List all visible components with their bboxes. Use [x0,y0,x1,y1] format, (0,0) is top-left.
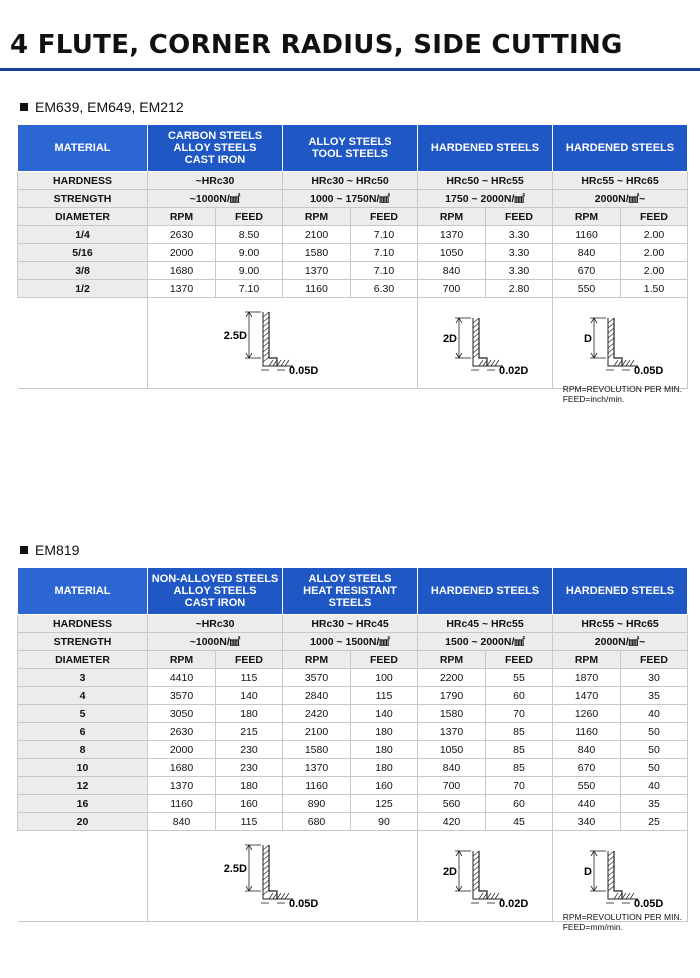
section-label-text: EM639, EM649, EM212 [35,99,184,115]
rpm-cell: 4410 [148,669,216,687]
rpm-cell: 2000 [148,741,216,759]
feed-cell: 55 [486,669,553,687]
rpm-header: RPM [283,208,351,226]
rpm-cell: 3050 [148,705,216,723]
material-group-line: STEELS [328,597,372,609]
hardness-row-value: ~HRc30 [148,172,283,190]
diameter-cell: 3 [18,669,148,687]
rpm-cell: 1370 [418,723,486,741]
feed-cell: 9.00 [216,244,283,262]
material-group-line: CAST IRON [184,597,246,609]
table-row [18,244,688,262]
material-group-header [283,568,418,615]
table-row [18,723,688,741]
strength-row-label: STRENGTH [18,633,148,651]
width-label: 0.05D [288,365,318,377]
diameter-label: DIAMETER [18,208,148,226]
feed-cell: 100 [351,669,418,687]
rpm-cell: 440 [553,795,621,813]
feed-cell: 3.30 [486,226,553,244]
rpm-cell: 2100 [283,723,351,741]
feed-cell: 50 [621,723,688,741]
hatched-wall [608,851,614,891]
material-group-line: ALLOY STEELS [308,573,392,585]
depth-dimension [455,851,471,891]
page-title: 4 FLUTE, CORNER RADIUS, SIDE CUTTING [10,30,623,60]
material-header-row [18,568,688,615]
feed-cell: 40 [621,705,688,723]
strength-row-value: 1750 ~ 2000N/㎟ [418,190,553,208]
rpm-cell: 840 [553,244,621,262]
hatched-wall [263,312,269,362]
rpm-cell: 1580 [418,705,486,723]
feed-cell: 2.80 [486,280,553,298]
strength-row-label: STRENGTH [18,190,148,208]
hardness-row-value: HRc55 ~ HRc65 [553,615,688,633]
rpm-cell: 1160 [148,795,216,813]
table-row [18,280,688,298]
rpm-header: RPM [553,651,621,669]
depth-label: D [584,866,593,878]
rpm-cell: 700 [418,777,486,795]
material-group-line: HARDENED STEELS [565,142,675,154]
rpm-header: RPM [418,651,486,669]
feed-header: FEED [216,208,283,226]
strength-row-value: ~1000N/㎟ [148,190,283,208]
strength-row-value: 1500 ~ 2000N/㎟ [418,633,553,651]
diagram-blank-cell [18,831,148,922]
feed-header: FEED [486,651,553,669]
depth-label: D [584,333,593,345]
feed-cell: 115 [216,669,283,687]
rpm-cell: 1160 [283,777,351,795]
depth-label: 2D [442,866,458,878]
feed-cell: 7.10 [216,280,283,298]
feed-cell: 35 [621,687,688,705]
rpm-header: RPM [553,208,621,226]
title-rule [0,68,700,71]
feed-cell: 215 [216,723,283,741]
rpm-cell: 1870 [553,669,621,687]
depth-label: 2.5D [223,863,247,875]
feed-cell: 6.30 [351,280,418,298]
material-group-line: HARDENED STEELS [430,142,540,154]
cut-profile-diagram [418,300,568,386]
rpm-cell: 1160 [553,723,621,741]
cut-profile-diagram [208,833,358,919]
width-label: 0.05D [288,898,318,910]
strength-row-value: 1000 ~ 1750N/㎟ [283,190,418,208]
note-rpm: RPM=REVOLUTION PER MIN. [562,384,682,394]
rpm-header: RPM [148,651,216,669]
rpm-cell: 1580 [283,244,351,262]
feed-cell: 160 [351,777,418,795]
tool-outline [608,851,638,899]
cut-profile-diagram [418,833,568,919]
rpm-cell: 340 [553,813,621,831]
feed-cell: 7.10 [351,262,418,280]
hardness-row-value: HRc30 ~ HRc45 [283,615,418,633]
wall-outline [479,851,487,899]
material-group-header [283,125,418,172]
rpm-cell: 1370 [283,262,351,280]
rpm-cell: 1370 [148,777,216,795]
feed-cell: 60 [486,795,553,813]
diameter-cell: 1/2 [18,280,148,298]
material-label: MATERIAL [18,568,148,615]
rpm-cell: 2200 [418,669,486,687]
depth-dimension [455,318,471,358]
diagram-cell [148,831,418,922]
rpm-cell: 550 [553,777,621,795]
feed-cell: 85 [486,741,553,759]
rpm-header: RPM [283,651,351,669]
feed-cell: 1.50 [621,280,688,298]
hatched-wall [263,845,269,895]
material-group-header [148,568,283,615]
rpm-cell: 1370 [148,280,216,298]
column-header-row [18,208,688,226]
rpm-cell: 2100 [283,226,351,244]
table-row [18,669,688,687]
wall-outline [269,312,277,366]
feed-cell: 180 [351,759,418,777]
material-group-header [553,568,688,615]
width-label: 0.05D [634,365,664,377]
depth-dimension [245,845,261,891]
cutting-table-1 [17,124,688,389]
material-group-line: CARBON STEELS [167,130,263,142]
wall-outline [269,845,277,899]
bullet-square-icon [20,103,28,111]
width-label: 0.02D [499,365,529,377]
rpm-cell: 1790 [418,687,486,705]
hardness-row-label: HARDNESS [18,615,148,633]
rpm-cell: 840 [553,741,621,759]
diagram-blank-cell [18,298,148,389]
feed-cell: 2.00 [621,226,688,244]
strength-row-value: ~1000N/㎟ [148,633,283,651]
feed-cell: 85 [486,759,553,777]
feed-cell: 7.10 [351,226,418,244]
table-row [18,813,688,831]
column-header-row [18,651,688,669]
table-row [18,759,688,777]
material-group-line: HARDENED STEELS [565,585,675,597]
rpm-cell: 840 [148,813,216,831]
rpm-cell: 1160 [283,280,351,298]
section-label-2 [20,542,79,558]
feed-header: FEED [621,208,688,226]
hatched-wall [473,318,479,358]
feed-cell: 50 [621,741,688,759]
material-group-header [553,125,688,172]
depth-dimension [590,851,606,891]
rpm-cell: 840 [418,262,486,280]
feed-cell: 180 [216,777,283,795]
material-group-line: ALLOY STEELS [173,142,257,154]
feed-cell: 8.50 [216,226,283,244]
table-row [18,777,688,795]
note-rpm: RPM=REVOLUTION PER MIN. [562,912,682,922]
table-row [18,687,688,705]
rpm-cell: 2630 [148,226,216,244]
rpm-cell: 670 [553,262,621,280]
strength-row [18,190,688,208]
hatched-wall [608,318,614,358]
diagram-cell [418,831,553,922]
rpm-cell: 2420 [283,705,351,723]
feed-cell: 2.00 [621,244,688,262]
feed-cell: 230 [216,741,283,759]
rpm-cell: 700 [418,280,486,298]
hardness-row-value: HRc55 ~ HRc65 [553,172,688,190]
rpm-cell: 1470 [553,687,621,705]
feed-cell: 3.30 [486,244,553,262]
wall-outline [479,318,487,366]
feed-cell: 7.10 [351,244,418,262]
feed-cell: 45 [486,813,553,831]
width-label: 0.05D [634,898,664,910]
rpm-cell: 1370 [418,226,486,244]
feed-cell: 140 [216,687,283,705]
rpm-cell: 1050 [418,244,486,262]
material-group-line: ALLOY STEELS [173,585,257,597]
diameter-cell: 5/16 [18,244,148,262]
material-group-line: TOOL STEELS [312,148,388,160]
rpm-cell: 670 [553,759,621,777]
diagram-cell [553,831,688,922]
feed-header: FEED [486,208,553,226]
rpm-cell: 1580 [283,741,351,759]
material-group-line: HARDENED STEELS [430,585,540,597]
wall-outline [614,318,622,366]
depth-label: 2.5D [223,330,247,342]
material-group-header [418,568,553,615]
rpm-cell: 420 [418,813,486,831]
hatched-wall [473,851,479,891]
rpm-cell: 1050 [418,741,486,759]
rpm-cell: 1160 [553,226,621,244]
diameter-cell: 3/8 [18,262,148,280]
feed-cell: 180 [351,741,418,759]
material-header-row [18,125,688,172]
table-row [18,705,688,723]
table-row [18,262,688,280]
diagram-row [18,298,688,389]
section-label-1 [20,99,184,115]
diameter-cell: 20 [18,813,148,831]
feed-cell: 30 [621,669,688,687]
diameter-label: DIAMETER [18,651,148,669]
note-feed: FEED=inch/min. [562,394,625,404]
rpm-cell: 3570 [283,669,351,687]
width-label: 0.02D [499,898,529,910]
feed-cell: 85 [486,723,553,741]
diameter-cell: 12 [18,777,148,795]
diameter-cell: 5 [18,705,148,723]
feed-cell: 70 [486,705,553,723]
strength-row-value: 2000N/㎟~ [553,633,688,651]
depth-label: 2D [442,333,458,345]
feed-cell: 2.00 [621,262,688,280]
diameter-cell: 16 [18,795,148,813]
feed-cell: 90 [351,813,418,831]
feed-cell: 115 [216,813,283,831]
material-group-line: ALLOY STEELS [308,136,392,148]
strength-row-value: 1000 ~ 1500N/㎟ [283,633,418,651]
depth-dimension [590,318,606,358]
cut-profile-diagram [553,833,700,919]
rpm-cell: 1260 [553,705,621,723]
table-row [18,795,688,813]
feed-cell: 9.00 [216,262,283,280]
rpm-cell: 2630 [148,723,216,741]
feed-cell: 125 [351,795,418,813]
hardness-row-value: HRc50 ~ HRc55 [418,172,553,190]
rpm-cell: 1680 [148,759,216,777]
material-group-line: HEAT RESISTANT [303,585,397,597]
cut-profile-diagram [553,300,700,386]
rpm-cell: 2000 [148,244,216,262]
feed-cell: 140 [351,705,418,723]
rpm-cell: 1680 [148,262,216,280]
cut-profile-diagram [208,300,358,386]
feed-header: FEED [351,208,418,226]
rpm-header: RPM [418,208,486,226]
feed-cell: 60 [486,687,553,705]
hardness-row [18,615,688,633]
feed-cell: 70 [486,777,553,795]
diagram-cell [418,298,553,389]
feed-header: FEED [351,651,418,669]
hardness-row-value: ~HRc30 [148,615,283,633]
notes-1 [563,384,682,404]
feed-cell: 230 [216,759,283,777]
rpm-cell: 680 [283,813,351,831]
feed-header: FEED [621,651,688,669]
material-label: MATERIAL [18,125,148,172]
wall-outline [614,851,622,899]
feed-cell: 115 [351,687,418,705]
feed-cell: 180 [216,705,283,723]
notes-2 [563,912,682,932]
rpm-cell: 550 [553,280,621,298]
table-row [18,226,688,244]
depth-dimension [245,312,261,358]
hardness-row [18,172,688,190]
diagram-row [18,831,688,922]
section-label-text: EM819 [35,542,80,558]
rpm-cell: 3570 [148,687,216,705]
feed-cell: 40 [621,777,688,795]
material-group-line: CAST IRON [184,154,246,166]
material-group-line: NON-ALLOYED STEELS [151,573,279,585]
strength-row-value: 2000N/㎟~ [553,190,688,208]
diameter-cell: 10 [18,759,148,777]
feed-cell: 3.30 [486,262,553,280]
diagram-cell [553,298,688,389]
cutting-table-2 [17,567,688,922]
hardness-row-value: HRc45 ~ HRc55 [418,615,553,633]
diameter-cell: 1/4 [18,226,148,244]
rpm-header: RPM [148,208,216,226]
rpm-cell: 1370 [283,759,351,777]
rpm-cell: 890 [283,795,351,813]
material-group-header [148,125,283,172]
hardness-row-label: HARDNESS [18,172,148,190]
strength-row [18,633,688,651]
diameter-cell: 4 [18,687,148,705]
rpm-cell: 560 [418,795,486,813]
feed-cell: 50 [621,759,688,777]
hardness-row-value: HRc30 ~ HRc50 [283,172,418,190]
diameter-cell: 6 [18,723,148,741]
diameter-cell: 8 [18,741,148,759]
diagram-cell [148,298,418,389]
feed-cell: 35 [621,795,688,813]
material-group-header [418,125,553,172]
feed-cell: 180 [351,723,418,741]
tool-outline [473,851,503,899]
tool-outline [473,318,503,366]
rpm-cell: 840 [418,759,486,777]
rpm-cell: 2840 [283,687,351,705]
note-feed: FEED=mm/min. [562,922,623,932]
feed-header: FEED [216,651,283,669]
tool-outline [608,318,638,366]
bullet-square-icon [20,546,28,554]
feed-cell: 160 [216,795,283,813]
feed-cell: 25 [621,813,688,831]
table-row [18,741,688,759]
